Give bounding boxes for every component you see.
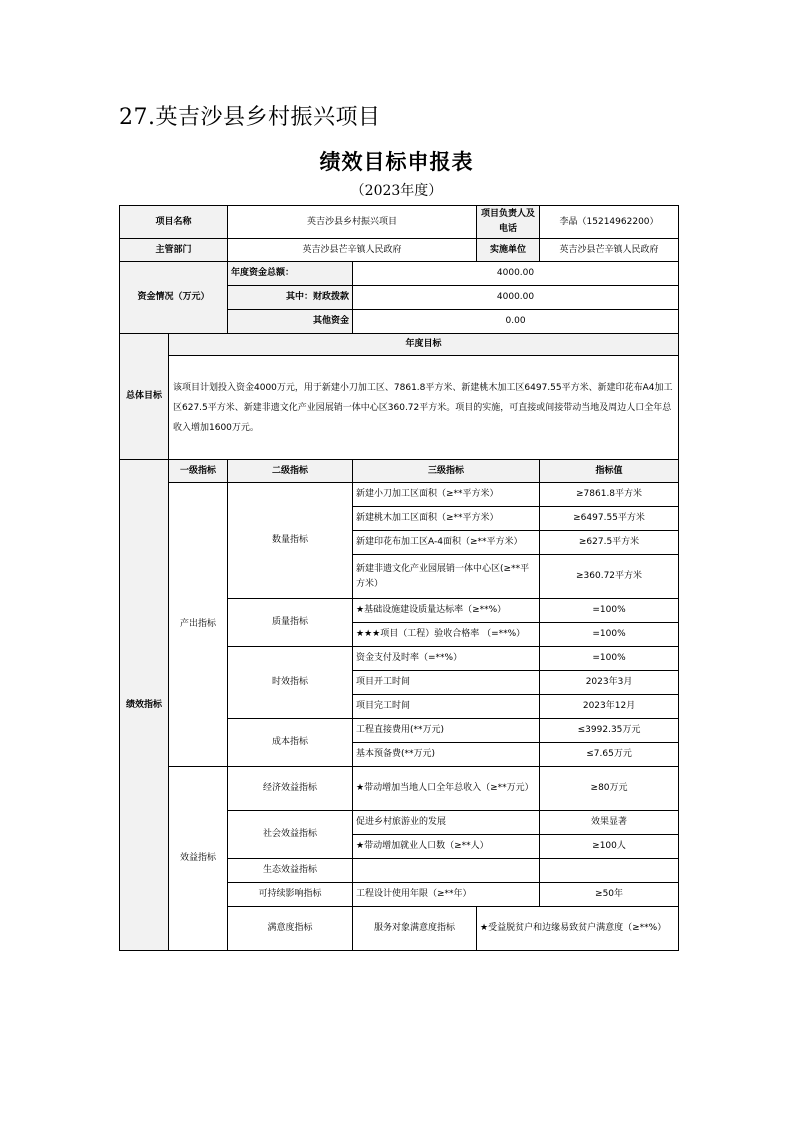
- form-year: （2023年度）: [350, 183, 443, 199]
- header-value: 指标值: [540, 460, 679, 483]
- sustain-indicator: 可持续影响指标: [228, 883, 353, 907]
- benefit-indicator: 效益指标: [169, 767, 228, 951]
- value-ql2: =100%: [540, 623, 679, 647]
- value-t3: 2023年12月: [540, 695, 679, 719]
- indicator-ql2: ★★★项目（工程）验收合格率 （=**%）: [353, 623, 540, 647]
- econ-indicator: 经济效益指标: [228, 767, 353, 811]
- indicator-e1: ★带动增加当地人口全年总收入（≥**万元）: [353, 767, 540, 811]
- indicator-q2: 新建桃木加工区面积（≥**平方米）: [353, 507, 540, 531]
- cost-indicator: 成本指标: [228, 719, 353, 767]
- indicator-c1: 工程直接费用(**万元): [353, 719, 540, 743]
- indicator-s2: ★带动增加就业人口数（≥**人）: [353, 835, 540, 859]
- funds-other-label: 其他资金: [228, 310, 353, 334]
- funds-total-label: 年度资金总额：: [228, 262, 353, 286]
- perf-label: 绩效指标: [120, 460, 169, 951]
- project-name-label: 项目名称: [120, 206, 228, 239]
- indicator-q3: 新建印花布加工区A-4面积（≥**平方米）: [353, 531, 540, 555]
- funds-label: 资金情况（万元）: [120, 262, 228, 334]
- value-eco-empty: [540, 859, 679, 883]
- value-e1: ≥80万元: [540, 767, 679, 811]
- header-level3: 三级指标: [353, 460, 540, 483]
- funds-total-value: 4000.00: [353, 262, 679, 286]
- indicator-sa1: ★受益脱贫户和边缘易致贫户满意度（≥**%）: [477, 907, 679, 951]
- indicator-t3: 项目完工时间: [353, 695, 540, 719]
- service-indicator: 服务对象满意度指标: [353, 907, 477, 951]
- value-c2: ≤7.65万元: [540, 743, 679, 767]
- time-indicator: 时效指标: [228, 647, 353, 719]
- value-q2: ≥6497.55平方米: [540, 507, 679, 531]
- value-q3: ≥627.5平方米: [540, 531, 679, 555]
- value-t2: 2023年3月: [540, 671, 679, 695]
- performance-table: [119, 205, 679, 951]
- value-s2: ≥100人: [540, 835, 679, 859]
- annual-goal-header: 年度目标: [169, 334, 679, 356]
- value-t1: =100%: [540, 647, 679, 671]
- funds-fiscal-label: 其中：财政拨款: [228, 286, 353, 310]
- funds-other-value: 0.00: [353, 310, 679, 334]
- output-indicator: 产出指标: [169, 483, 228, 767]
- quantity-indicator: 数量指标: [228, 483, 353, 599]
- indicator-c2: 基本预备费(**万元): [353, 743, 540, 767]
- form-title: 绩效目标申报表: [319, 150, 474, 174]
- indicator-t1: 资金支付及时率（=**%）: [353, 647, 540, 671]
- indicator-ql1: ★基础设施建设质量达标率（≥**%）: [353, 599, 540, 623]
- indicator-q1: 新建小刀加工区面积（≥**平方米）: [353, 483, 540, 507]
- owner-value: 李晶（15214962200）: [540, 206, 679, 239]
- header-level1: 一级指标: [169, 460, 228, 483]
- value-s1: 效果显著: [540, 811, 679, 835]
- value-q4: ≥360.72平方米: [540, 555, 679, 599]
- indicator-t2: 项目开工时间: [353, 671, 540, 695]
- dept-value: 英吉沙县芒辛镇人民政府: [228, 239, 477, 262]
- funds-fiscal-value: 4000.00: [353, 286, 679, 310]
- quality-indicator: 质量指标: [228, 599, 353, 647]
- overall-goal-label: 总体目标: [120, 334, 169, 460]
- annual-goal-text: 该项目计划投入资金4000万元，用于新建小刀加工区、7861.8平方米、新建桃木加工区6497.55平方米、新建印花布A4加工区627.5平方米、新建非遗文化产业园展销一体中心区360.72平方米。项目的实施，可直接或间接带动当地及周边人口全年总收入增加1600万元。: [169, 356, 679, 460]
- owner-label: 项目负责人及电话: [477, 206, 540, 239]
- value-su1: ≥50年: [540, 883, 679, 907]
- value-c1: ≤3992.35万元: [540, 719, 679, 743]
- impl-label: 实施单位: [477, 239, 540, 262]
- indicator-s1: 促进乡村旅游业的发展: [353, 811, 540, 835]
- header-level2: 二级指标: [228, 460, 353, 483]
- social-indicator: 社会效益指标: [228, 811, 353, 859]
- indicator-eco-empty: [353, 859, 540, 883]
- satisfaction-indicator: 满意度指标: [228, 907, 353, 951]
- eco-indicator: 生态效益指标: [228, 859, 353, 883]
- section-heading: 27.英吉沙县乡村振兴项目: [119, 105, 381, 130]
- value-ql1: =100%: [540, 599, 679, 623]
- dept-label: 主管部门: [120, 239, 228, 262]
- project-name-value: 英吉沙县乡村振兴项目: [228, 206, 477, 239]
- indicator-q4: 新建非遗文化产业园展销一体中心区(≥**平方米）: [353, 555, 540, 599]
- impl-value: 英吉沙县芒辛镇人民政府: [540, 239, 679, 262]
- value-q1: ≥7861.8平方米: [540, 483, 679, 507]
- indicator-su1: 工程设计使用年限（≥**年）: [353, 883, 540, 907]
